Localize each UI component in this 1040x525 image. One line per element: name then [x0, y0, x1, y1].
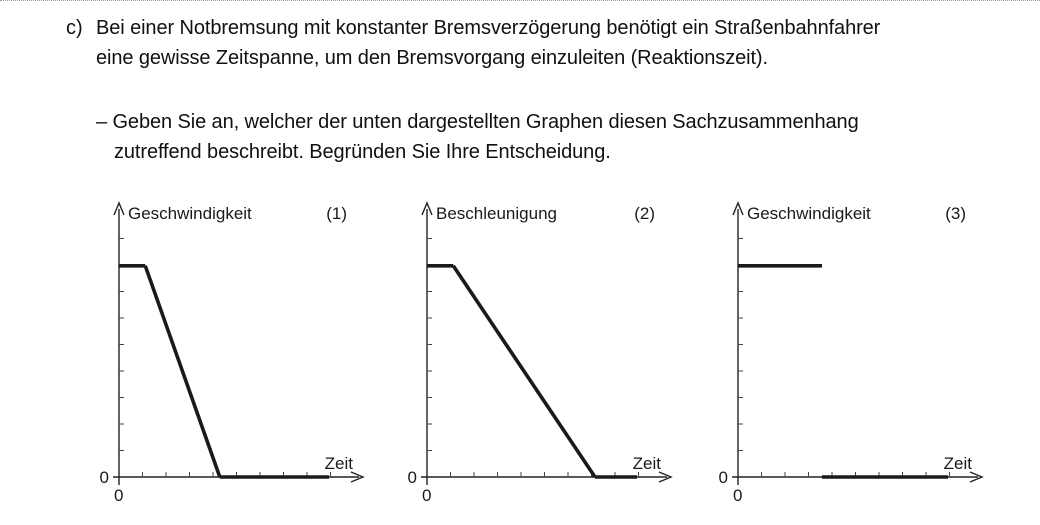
- origin-x-label: 0: [733, 486, 743, 505]
- graph-3: [714, 185, 1014, 515]
- task-intro-line-1: Bei einer Notbremsung mit konstanter Bremsverzögerung benötigt ein Straßenbahnfahrer: [96, 17, 881, 39]
- graph-number: (2): [634, 204, 655, 223]
- top-dotted-rule: [0, 0, 1040, 1]
- graph-1: [95, 185, 395, 515]
- origin-x-label: 0: [422, 486, 432, 505]
- graph-svg: [714, 185, 1014, 515]
- x-axis-label: Zeit: [324, 454, 353, 473]
- graph-svg: [95, 185, 395, 515]
- origin-y-label: 0: [99, 468, 109, 487]
- origin-y-label: 0: [718, 468, 728, 487]
- graph-number: (1): [326, 204, 347, 223]
- graph-number: (3): [945, 204, 966, 223]
- task-bullet-line-2: zutreffend beschreibt. Begründen Sie Ihre Entscheidung.: [114, 141, 611, 163]
- y-axis-label: Geschwindigkeit: [747, 204, 871, 223]
- x-axis-label: Zeit: [632, 454, 661, 473]
- y-axis-label: Beschleunigung: [436, 204, 557, 223]
- graph-segment-2: [453, 266, 595, 477]
- task-label: c): [66, 17, 83, 39]
- task-bullet-line-1: – Geben Sie an, welcher der unten dargestellten Graphen diesen Sachzusammenhang: [96, 111, 859, 133]
- graph-svg: [403, 185, 703, 515]
- graph-2: [403, 185, 703, 515]
- origin-y-label: 0: [407, 468, 417, 487]
- task-intro-line-2: eine gewisse Zeitspanne, um den Bremsvorgang einzuleiten (Reaktionszeit).: [96, 47, 768, 69]
- x-axis-label: Zeit: [943, 454, 972, 473]
- origin-x-label: 0: [114, 486, 124, 505]
- y-axis-label: Geschwindigkeit: [128, 204, 252, 223]
- graph-segment-2: [145, 266, 220, 477]
